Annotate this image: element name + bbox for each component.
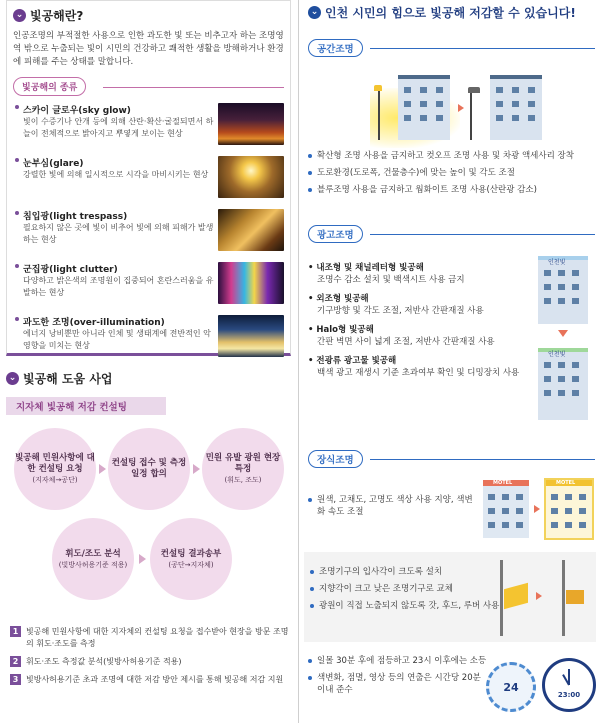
section-title: 빛공해 도움 사업	[23, 372, 113, 386]
wall-icon	[562, 560, 565, 636]
type-item-clutter	[13, 262, 284, 308]
flow-step-locate	[202, 428, 284, 510]
ad-item	[308, 355, 538, 379]
space-lighting-label: 공간조명	[308, 39, 363, 57]
ad-item	[308, 324, 538, 348]
clock-label: 24	[503, 680, 519, 694]
deco-bullets-a	[308, 494, 478, 523]
clutter-photo	[218, 262, 284, 304]
bullet-item: 블루조명 사용을 금지하고 웜화이트 조명 사용(산란광 감소)	[308, 184, 598, 196]
flow-sub: (휘도, 조도)	[224, 476, 262, 484]
deco-bullets-c	[308, 655, 488, 701]
arrow-right-icon	[99, 464, 106, 474]
bullet-item: 일몰 30분 후에 점등하고 23시 이후에는 소등	[308, 655, 488, 667]
bullet-icon	[15, 317, 19, 321]
consulting-steps	[10, 626, 294, 692]
flow-sub: (지자체→공단)	[32, 476, 78, 484]
clock-label: 23:00	[557, 691, 581, 699]
type-name: 눈부심(glare)	[23, 159, 84, 169]
consulting-label: 지자체 빛공해 저감 컨설팅	[6, 397, 166, 415]
ad-lighting-label: 광고조명	[308, 225, 363, 243]
flow-step-analysis	[52, 518, 134, 600]
type-item-over-illumination	[13, 315, 284, 361]
chevron-down-icon: ⌄	[6, 372, 19, 385]
bullet-item: 광원이 직접 노출되지 않도록 갓, 후드, 루버 사용	[310, 600, 500, 612]
bullet-icon	[15, 211, 19, 215]
divider	[103, 87, 284, 88]
bullet-item: 조명기구의 입사각이 크도록 설치	[310, 566, 500, 578]
chevron-down-icon: ⌄	[308, 6, 321, 19]
streetlamp-icon	[470, 90, 472, 140]
flow-sub: (빛방사허용기준 적용)	[58, 560, 128, 569]
types-label: 빛공해의 종류	[13, 77, 86, 96]
ad-lighting-items	[308, 262, 538, 386]
flow-main: 민원 유발 광원 현장특정	[205, 453, 281, 474]
skyglow-photo	[218, 103, 284, 145]
type-desc: 강렬한 빛에 의해 일시적으로 시각을 마비시키는 현상	[23, 170, 209, 179]
flow-step-request	[14, 428, 96, 510]
flow-sub: (공단→지자체)	[168, 560, 214, 569]
type-desc: 다양하고 밝은색의 조명원이 집중되어 혼란스러움을 유발하는 현상	[23, 276, 214, 297]
arrow-right-icon	[193, 464, 200, 474]
bullet-item: 원색, 고채도, 고명도 색상 사용 지양, 색변화 속도 조절	[308, 494, 478, 518]
lamp-head	[374, 85, 382, 91]
right-heading	[308, 4, 576, 21]
clock-icon	[542, 658, 596, 712]
type-desc: 필요하지 않은 곳에 빛이 비추어 빛에 의해 피해가 발생하는 현상	[23, 223, 214, 244]
streetlamp-icon	[378, 88, 380, 140]
step-number: 1	[10, 626, 21, 637]
motel-building-after: MOTEL	[546, 480, 592, 538]
intro-paragraph: 인공조명의 부적절한 사용으로 인한 과도한 빛 또는 비추고자 하는 조명영역 밖으로 누출되는 빛이 시민의 건강하고 쾌적한 생활을 방해하거나 환경에 피해를 주는 상태를 말합니다.	[13, 31, 284, 67]
building-icon	[490, 75, 542, 140]
type-name: 과도한 조명(over-illumination)	[23, 318, 165, 328]
glare-photo	[218, 156, 284, 198]
space-lighting-bullets	[308, 150, 598, 201]
fixture-light-icon	[566, 590, 584, 604]
support-heading	[6, 370, 291, 387]
24-hour-icon	[486, 662, 536, 712]
motel-building-before: MOTEL	[483, 480, 529, 538]
step-text: 휘도·조도 측정값 분석(빛방사허용기준 적용)	[26, 657, 182, 666]
type-desc: 에너지 낭비뿐만 아니라 인체 및 생태계에 전반적인 악영향을 미치는 현상	[23, 329, 211, 350]
type-item-skyglow	[13, 103, 284, 149]
divider	[370, 48, 595, 49]
type-name: 군집광(light clutter)	[23, 265, 118, 275]
ad-item-title: • Halo형 빛공해	[308, 325, 374, 335]
sign-building-before: 인천빛	[538, 256, 588, 324]
type-name: 침입광(light trespass)	[23, 212, 128, 222]
type-desc: 빛이 수증기나 안개 등에 의해 산란·확산·굴절되면서 하늘이 전체적으로 밝아지고 뿌옇게 보이는 현상	[23, 117, 214, 138]
left-column	[0, 0, 297, 723]
type-name: 스카이 글로우(sky glow)	[23, 106, 131, 116]
step-item	[10, 626, 294, 650]
bullet-item: 지향각이 크고 낮은 조명기구로 교체	[310, 583, 500, 595]
ad-item-title: • 내조형 및 채널레터형 빛공해	[308, 263, 424, 273]
bullet-item: 도로환경(도로폭, 건물층수)에 맞는 높이 및 각도 조절	[308, 167, 598, 179]
step-number: 2	[10, 656, 21, 667]
step-item	[10, 656, 294, 668]
trespass-photo	[218, 209, 284, 251]
step-item	[10, 674, 294, 686]
bullet-item: 색변화, 점멸, 영상 등의 연출은 시간당 20분 이내 준수	[308, 672, 488, 696]
deco-lighting-label: 장식조명	[308, 450, 363, 468]
ad-item-title: • 전광류 광고물 빛공해	[308, 356, 397, 366]
chevron-down-icon: ⌄	[13, 9, 26, 22]
wall-icon	[500, 560, 503, 636]
step-text: 빛공해 민원사항에 대한 지자체의 컨설팅 요청을 접수받아 현장을 방문 조명의 휘도·조도를 측정	[26, 627, 289, 648]
arrow-right-icon	[536, 592, 542, 600]
bullet-icon	[15, 105, 19, 109]
flow-step-accept	[108, 428, 190, 510]
type-item-trespass	[13, 209, 284, 255]
over-illumination-photo	[218, 315, 284, 357]
ad-item-desc: 기구방향 및 각도 조절, 저반사 간판재질 사용	[317, 306, 484, 316]
cutoff-lamp-head	[468, 87, 480, 93]
step-number: 3	[10, 674, 21, 685]
ad-item-title: • 외조형 빛공해	[308, 294, 369, 304]
sign-building-after: 인천빛	[538, 348, 588, 420]
step-text: 빛방사허용기준 초과 조명에 대한 저감 방안 제시를 통해 빛공해 저감 지원	[26, 675, 284, 684]
bullet-item: 확산형 조명 사용을 금지하고 컷오프 조명 사용 및 차광 액세사리 장착	[308, 150, 598, 162]
ad-item	[308, 262, 538, 286]
ad-item-desc: 백색 광고 재생시 기준 초과여부 확인 및 디밍장치 사용	[317, 368, 520, 378]
ad-item-desc: 간판 벽면 사이 넓게 조절, 저반사 간판재질 사용	[317, 337, 495, 347]
bullet-icon	[15, 158, 19, 162]
building-icon	[398, 75, 450, 140]
divider	[370, 459, 595, 460]
flow-main: 컨설팅 결과송부	[160, 548, 222, 559]
ad-item-desc: 조명수 감소 설치 및 백색시트 사용 금지	[317, 275, 465, 285]
light-pollution-definition-panel	[6, 0, 291, 356]
ad-item	[308, 293, 538, 317]
deco-bullets-b	[310, 566, 500, 617]
bullet-icon	[15, 264, 19, 268]
column-divider	[298, 0, 299, 723]
flow-step-result	[150, 518, 232, 600]
right-column	[300, 0, 601, 723]
arrow-right-icon	[458, 104, 464, 112]
type-item-glare	[13, 156, 284, 202]
definition-heading	[13, 7, 284, 24]
flow-main: 컨설팅 접수 및 측정 일정 합의	[111, 458, 187, 479]
section-title: 인천 시민의 힘으로 빛공해 저감할 수 있습니다!	[325, 6, 576, 20]
flow-main: 빛공해 민원사항에 대한 컨설팅 요청	[15, 453, 95, 474]
arrow-right-icon	[139, 554, 146, 564]
section-title: 빛공해란?	[30, 9, 84, 23]
arrow-down-icon	[558, 330, 568, 337]
arrow-right-icon	[534, 505, 540, 513]
divider	[370, 234, 595, 235]
flow-main: 휘도/조도 분석	[65, 548, 121, 559]
